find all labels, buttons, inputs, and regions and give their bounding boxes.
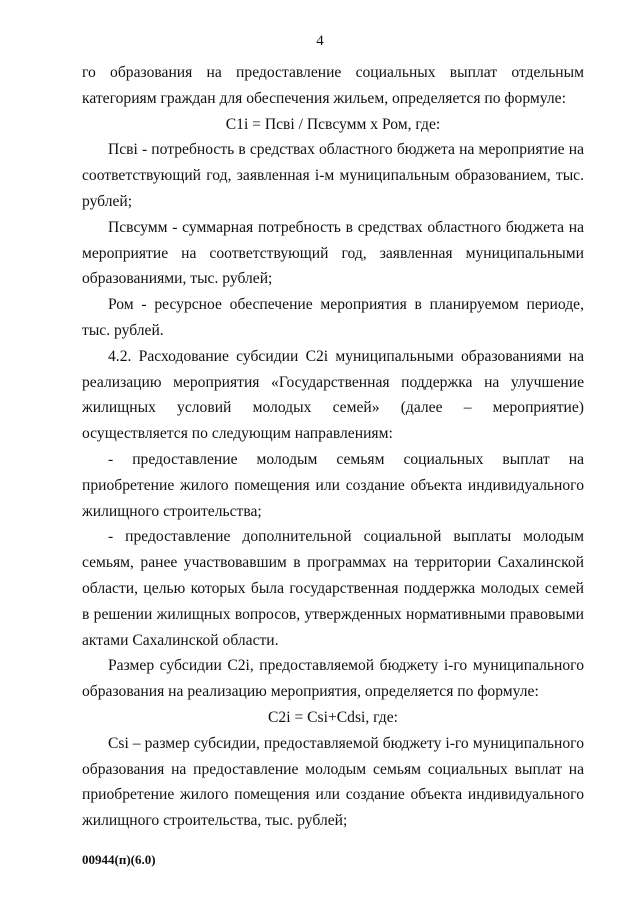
paragraph-section-4-2: 4.2. Расходование субсидии С2i муниципальными образованиями на реализацию мероприятия «Государственная поддержка на улучшение жилищных условий молодых семей» (далее – мероприятие) осуществляется по следующим направлениям: [82, 347, 584, 443]
formula-c1i: С1i = Псвi / Псвсумм х Ром, где: [225, 115, 441, 133]
paragraph-psvsumm-definition: Псвсумм - суммарная потребность в средствах областного бюджета на мероприятие на соответствующий год, заявленная муниципальными образованиями, тыс. рублей; [82, 218, 584, 288]
paragraph-rom-definition: Ром - ресурсное обеспечение мероприятия в планируемом периоде, тыс. рублей. [82, 296, 584, 339]
paragraph-direction-1: - предоставление молодым семьям социальных выплат на приобретение жилого помещения или создание объекта индивидуального жилищного строительства; [82, 450, 584, 520]
document-code: 00944(п)(6.0) [82, 852, 156, 867]
formula-c2i: С2i = Сsi+Сdsi, где: [268, 708, 398, 726]
document-body [82, 60, 584, 834]
paragraph-direction-2: - предоставление дополнительной социальной выплаты молодым семьям, ранее участвовавшим в программах на территории Сахалинской области, целью которых была государственная поддержка молодых семей в решении жилищных вопросов, утвержденных нормативными правовыми актами Сахалинской области. [82, 528, 584, 649]
paragraph-continuation: го образования на предоставление социальных выплат отдельным категориям граждан для обеспечения жильем, определяется по формуле: [82, 64, 584, 107]
paragraph-c2i-size: Размер субсидии С2i, предоставляемой бюджету i-го муниципального образования на реализацию мероприятия, определяется по формуле: [82, 657, 584, 701]
paragraph-csi-definition: Сsi – размер субсидии, предоставляемой бюджету i-го муниципального образования на предоставление молодым семьям социальных выплат на приобретение жилого помещения или создание объекта индивидуального жилищного строительства, тыс. рублей; [82, 734, 584, 830]
paragraph-psvi-definition: Псвi - потребность в средствах областного бюджета на мероприятие на соответствующий год, заявленная i-м муниципальным образованием, тыс. рублей; [82, 141, 584, 210]
page-number: 4 [316, 33, 324, 49]
